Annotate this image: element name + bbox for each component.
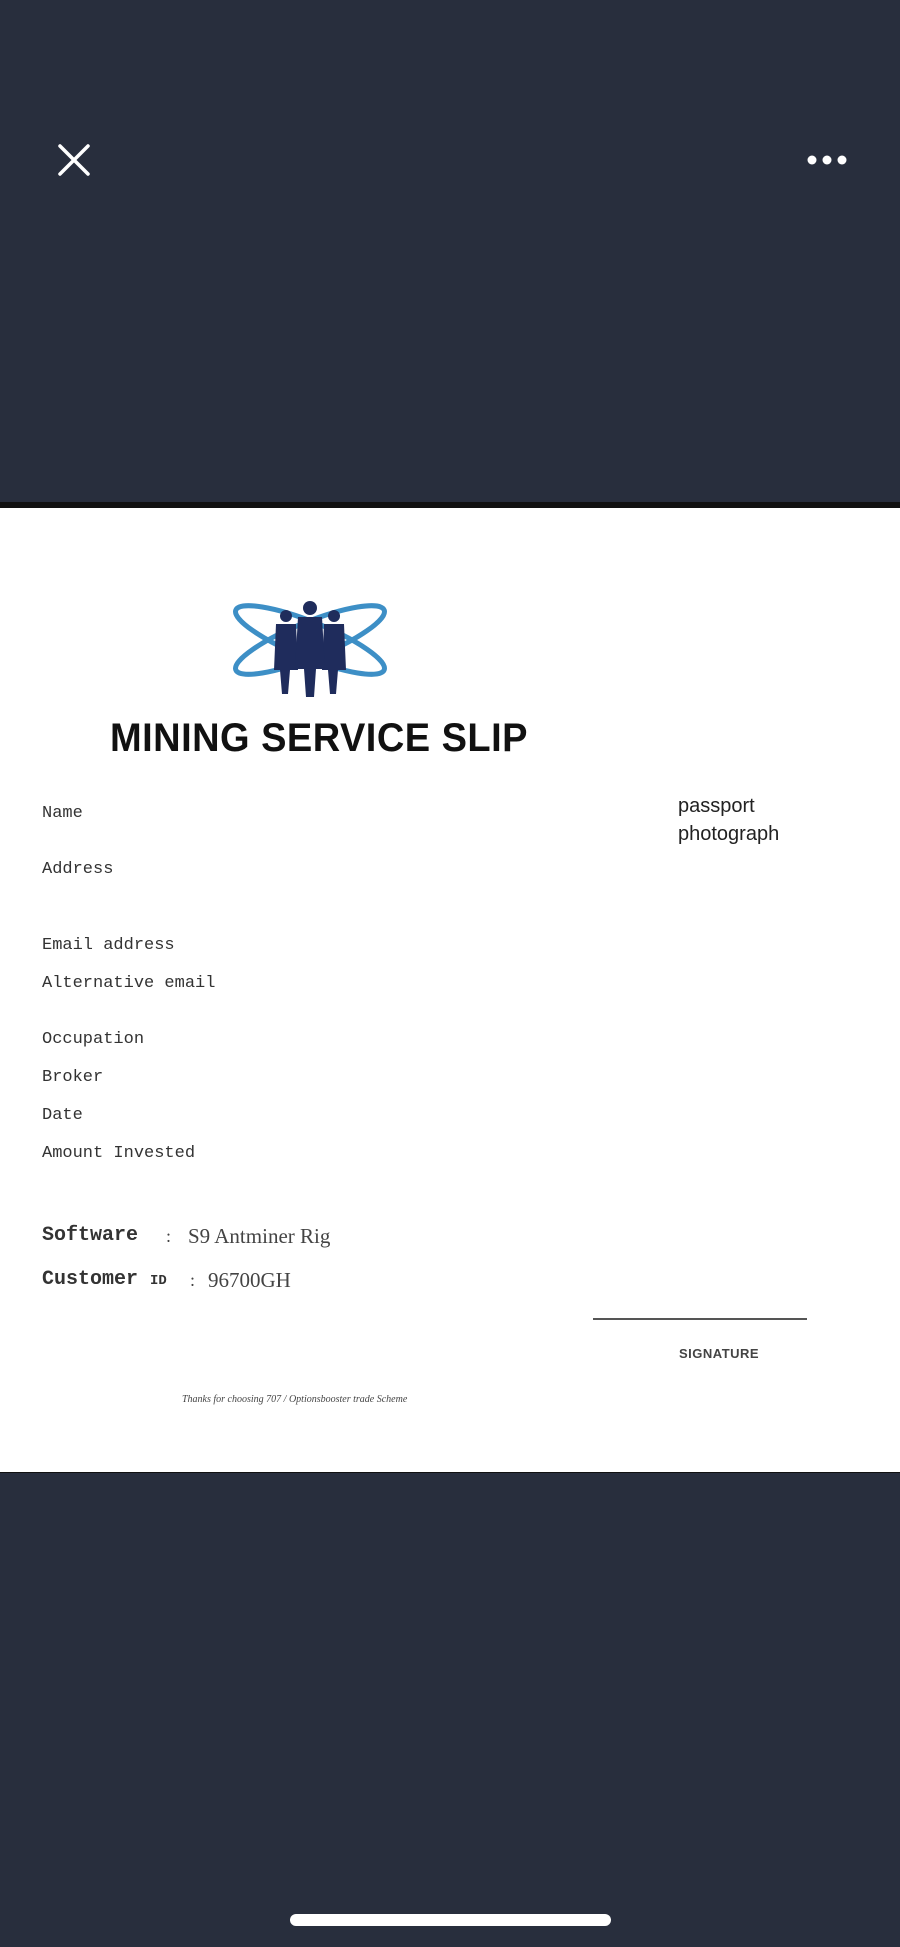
signature-line <box>593 1318 807 1320</box>
date-label: Date <box>42 1106 83 1125</box>
more-options-button[interactable] <box>802 140 852 180</box>
occupation-label: Occupation <box>42 1030 145 1049</box>
home-indicator[interactable] <box>290 1914 611 1926</box>
passport-line2: photograph <box>678 823 780 845</box>
customer-label-id: ID <box>150 1273 167 1289</box>
slip-document[interactable] <box>0 508 900 1472</box>
signature-label: SIGNATURE <box>679 1346 760 1361</box>
alt-email-label: Alternative email <box>42 974 216 993</box>
footer-note: Thanks for choosing 707 / Optionsbooster trade Scheme <box>182 1394 408 1405</box>
close-icon <box>52 138 96 182</box>
software-label: Software <box>42 1224 139 1247</box>
customer-label-text: Customer <box>42 1268 139 1291</box>
customer-id-separator: : <box>190 1270 196 1290</box>
slip-title: MINING SERVICE SLIP <box>110 716 528 760</box>
broker-label: Broker <box>42 1068 104 1087</box>
name-label: Name <box>42 804 83 823</box>
more-options-icon <box>802 140 852 180</box>
software-separator: : <box>166 1226 172 1246</box>
amount-invested-label: Amount Invested <box>42 1144 196 1163</box>
close-button[interactable] <box>52 138 96 182</box>
team-orbit-logo <box>226 596 394 706</box>
address-label: Address <box>42 860 114 879</box>
customer-id-label <box>42 1268 167 1291</box>
passport-photo-placeholder <box>678 792 818 848</box>
email-label: Email address <box>42 936 175 955</box>
customer-id-value: 96700GH <box>208 1268 291 1292</box>
software-value: S9 Antminer Rig <box>188 1224 331 1248</box>
passport-line1: passport <box>678 795 755 817</box>
